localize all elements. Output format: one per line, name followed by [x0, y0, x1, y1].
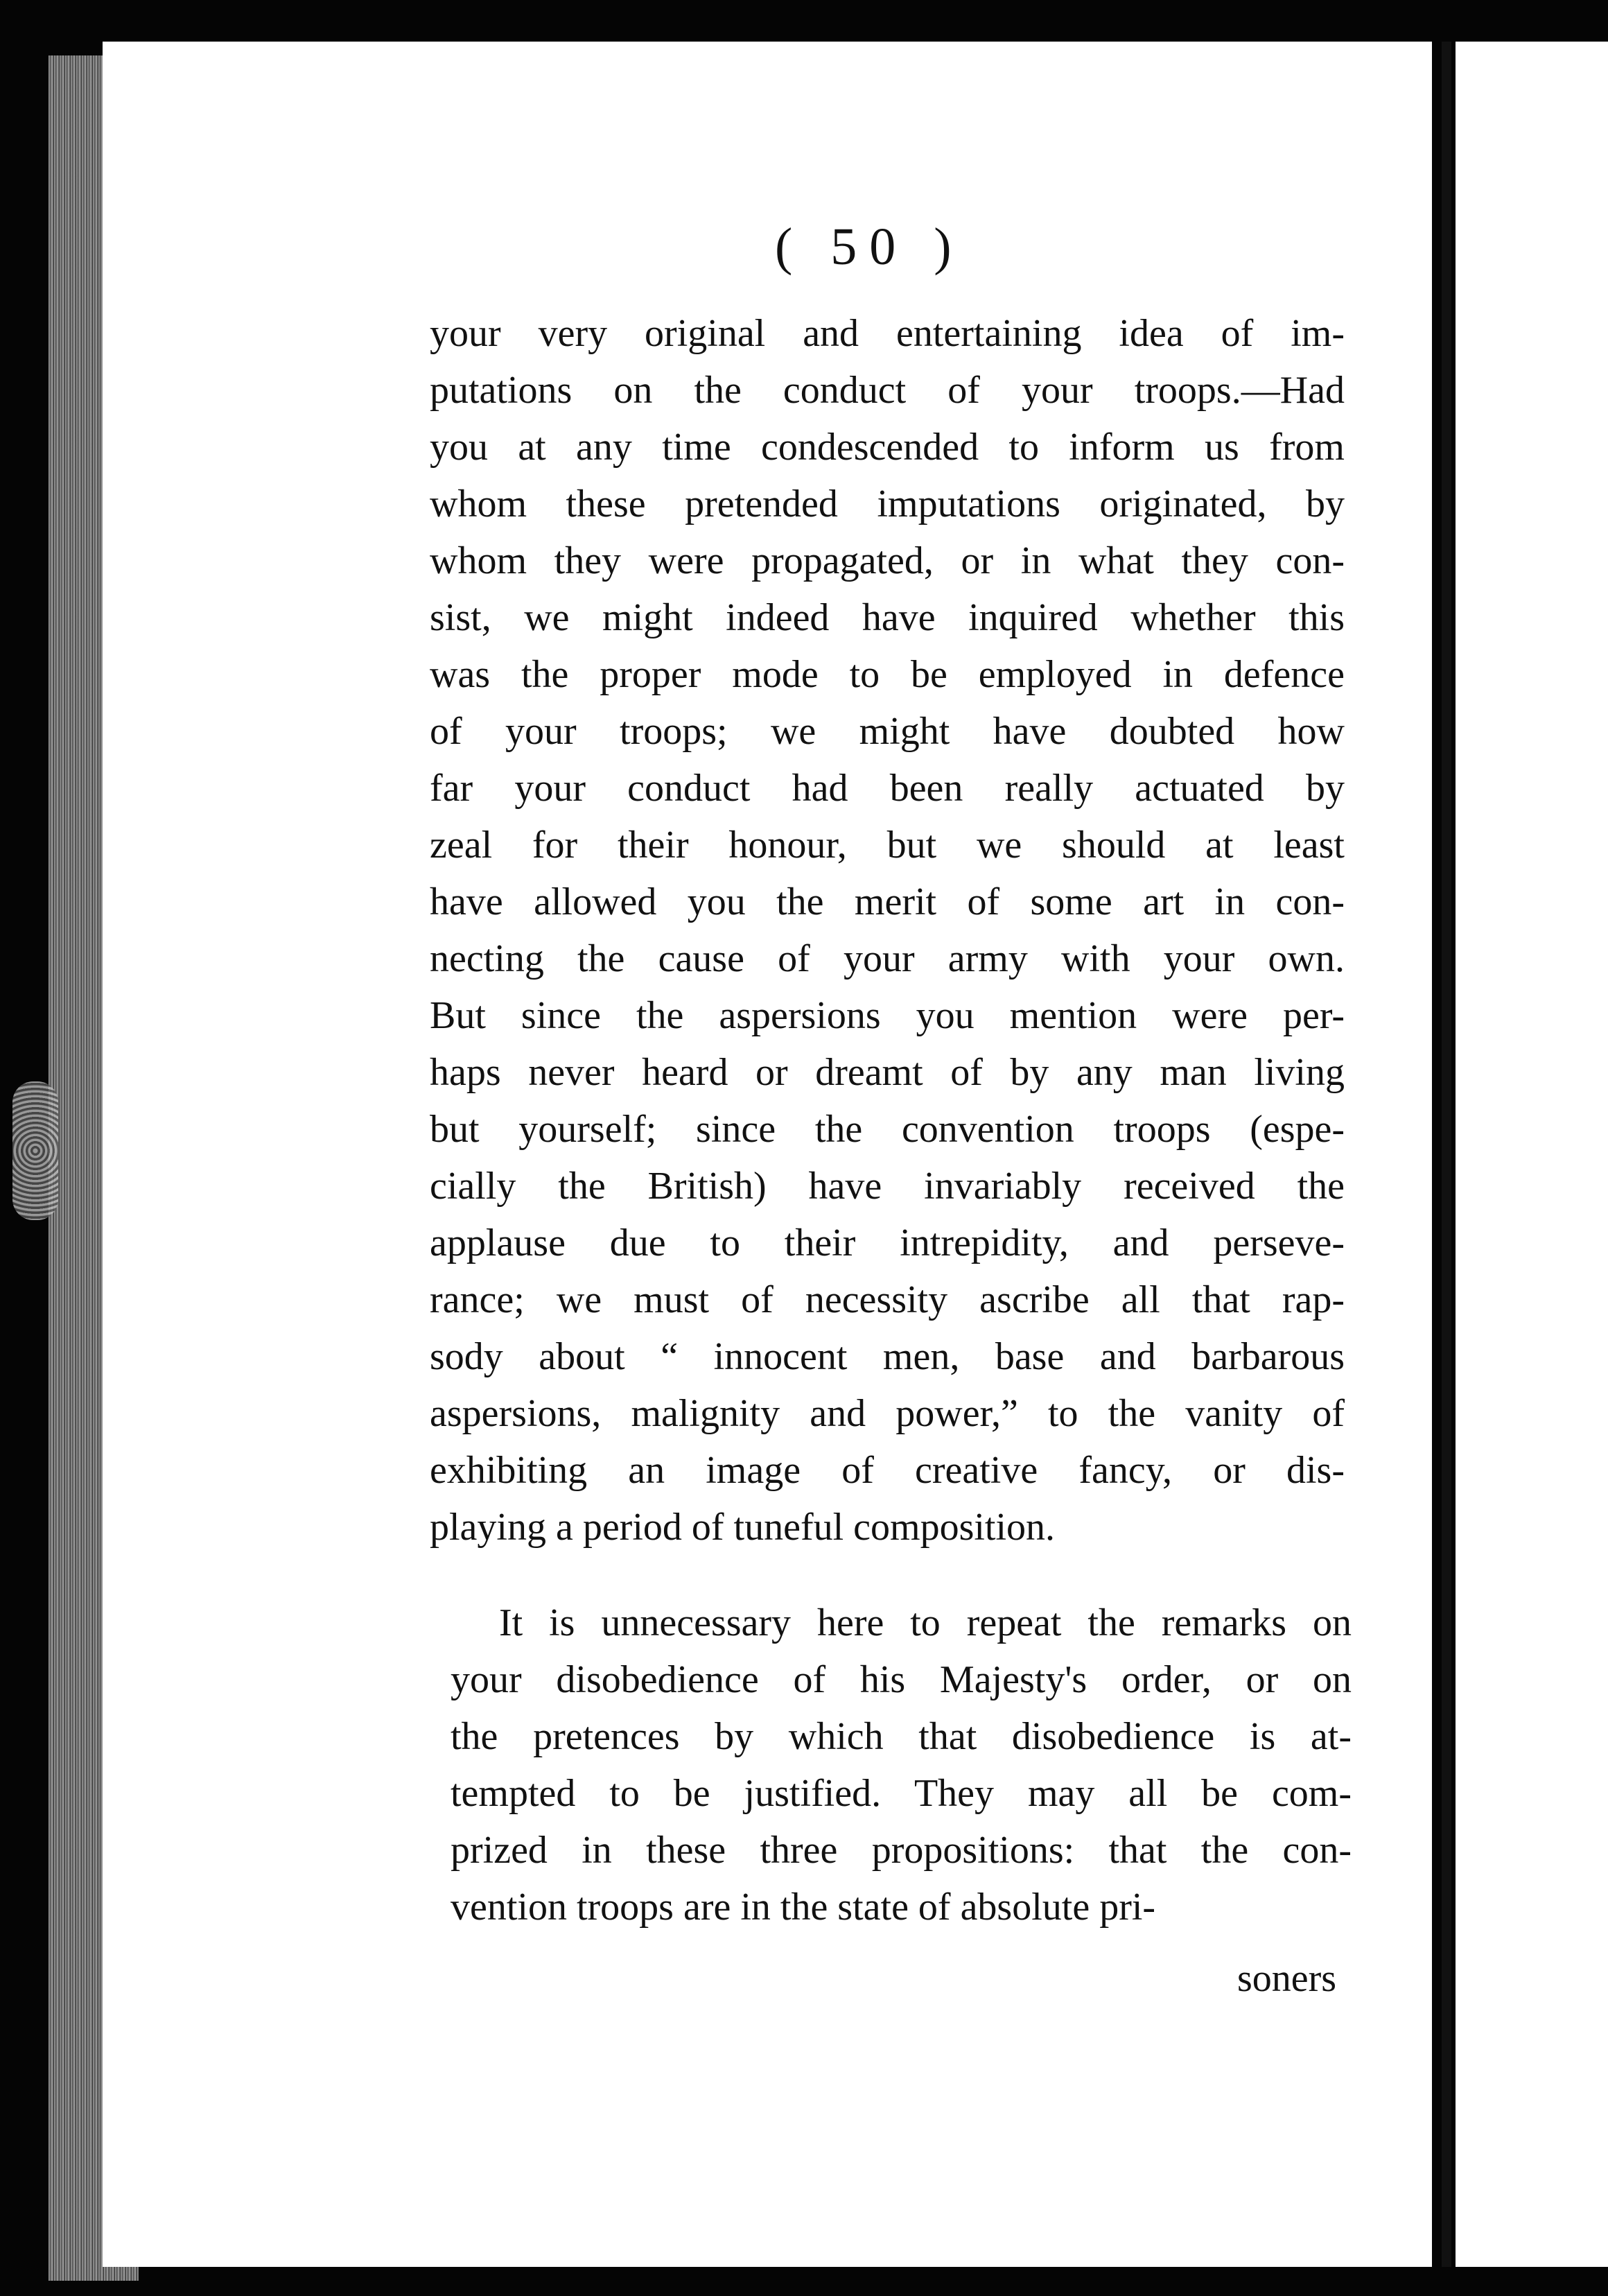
text-line: the pretences by which that disobedience is at- — [451, 1715, 1352, 1758]
text-line: but yourself; since the convention troops (espe- — [430, 1108, 1345, 1151]
page-number: ( 50 ) — [775, 218, 964, 276]
text-line: your disobedience of his Majesty's order, or on — [451, 1658, 1352, 1701]
facing-page-edge — [1456, 42, 1608, 2267]
text-line: was the proper mode to be employed in defence — [430, 653, 1345, 696]
text-line: whom they were propagated, or in what they con- — [430, 539, 1345, 582]
text-line: have allowed you the merit of some art in con- — [430, 880, 1345, 923]
text-line: sist, we might indeed have inquired whether this — [430, 596, 1345, 639]
text-line: rance; we must of necessity ascribe all that rap- — [430, 1278, 1345, 1321]
text-line: putations on the conduct of your troops.—Had — [430, 369, 1345, 412]
text-line: of your troops; we might have doubted how — [430, 710, 1345, 753]
book-gutter — [1442, 42, 1451, 2267]
text-line: exhibiting an image of creative fancy, or dis- — [430, 1449, 1345, 1492]
text-line: cially the British) have invariably received the — [430, 1165, 1345, 1208]
text-line: tempted to be justified. They may all be com- — [451, 1772, 1352, 1815]
text-line: necting the cause of your army with your own. — [430, 937, 1345, 980]
text-line: prized in these three propositions: that the con- — [451, 1829, 1352, 1872]
text-line: applause due to their intrepidity, and perseve- — [430, 1221, 1345, 1264]
text-line: sody about “ innocent men, base and barbarous — [430, 1335, 1345, 1378]
text-line: zeal for their honour, but we should at least — [430, 824, 1345, 867]
text-line: you at any time condescended to inform us from — [430, 426, 1345, 469]
text-line: vention troops are in the state of absolute pri- — [451, 1886, 1156, 1929]
text-line: far your conduct had been really actuated by — [430, 767, 1345, 810]
text-line: But since the aspersions you mention were per- — [430, 994, 1345, 1037]
text-line: haps never heard or dreamt of by any man living — [430, 1051, 1345, 1094]
paragraph-2 — [451, 1594, 1352, 1936]
text-line: It is unnecessary here to repeat the remarks on — [499, 1601, 1352, 1644]
text-line: whom these pretended imputations originated, by — [430, 482, 1345, 525]
paragraph-1 — [430, 305, 1345, 1556]
scan-artifact — [12, 1081, 58, 1220]
text-line: your very original and entertaining idea of im- — [430, 312, 1345, 355]
text-line: playing a period of tuneful composition. — [430, 1506, 1056, 1549]
text-line: aspersions, malignity and power,” to the vanity of — [430, 1392, 1345, 1435]
catchword: soners — [1237, 1957, 1337, 2000]
